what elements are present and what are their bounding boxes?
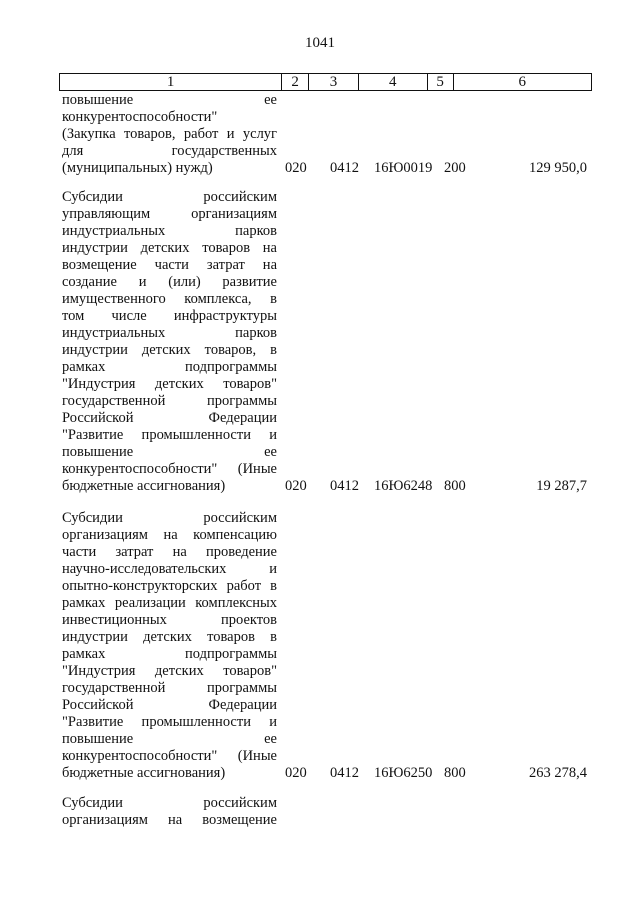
description-line: управляющим организациям bbox=[62, 206, 277, 222]
description-line: индустрии детских товаров, в bbox=[62, 342, 277, 358]
page-number: 1041 bbox=[305, 35, 335, 51]
description-line: повышение ее bbox=[62, 92, 277, 108]
description-line: Субсидии российским bbox=[62, 189, 277, 205]
description-line: повышение ее bbox=[62, 444, 277, 460]
description-line: повышение ее bbox=[62, 731, 277, 747]
cell-sum: 263 278,4 bbox=[529, 765, 587, 781]
description-line: рамках реализации комплексных bbox=[62, 595, 277, 611]
header-col-3: 3 bbox=[309, 74, 359, 90]
cell-csr: 16Ю0019 bbox=[374, 160, 433, 176]
description-line: индустриальных парков bbox=[62, 325, 277, 341]
description-line: "Развитие промышленности и bbox=[62, 714, 277, 730]
cell-vr: 800 bbox=[444, 765, 466, 781]
cell-rz: 0412 bbox=[330, 765, 359, 781]
description-line: Субсидии российским bbox=[62, 795, 277, 811]
header-col-5: 5 bbox=[428, 74, 454, 90]
description-line: части затрат на проведение bbox=[62, 544, 277, 560]
cell-csr: 16Ю6250 bbox=[374, 765, 433, 781]
row-description bbox=[62, 795, 277, 829]
cell-ved: 020 bbox=[285, 765, 307, 781]
cell-vr: 800 bbox=[444, 478, 466, 494]
description-line: инвестиционных проектов bbox=[62, 612, 277, 628]
description-line: (муниципальных) нужд) bbox=[62, 160, 213, 176]
cell-rz: 0412 bbox=[330, 478, 359, 494]
row-description bbox=[62, 510, 277, 782]
header-col-1: 1 bbox=[60, 74, 282, 90]
table-header bbox=[59, 73, 592, 91]
description-line: создание и (или) развитие bbox=[62, 274, 277, 290]
cell-csr: 16Ю6248 bbox=[374, 478, 433, 494]
description-line: рамках подпрограммы bbox=[62, 359, 277, 375]
description-line: Российской Федерации bbox=[62, 697, 277, 713]
description-line: государственной программы bbox=[62, 393, 277, 409]
row-description bbox=[62, 92, 277, 177]
description-line: конкурентоспособности" (Иные bbox=[62, 461, 277, 477]
description-line: индустрии детских товаров на bbox=[62, 240, 277, 256]
description-line: опытно-конструкторских работ в bbox=[62, 578, 277, 594]
description-line: бюджетные ассигнования) bbox=[62, 765, 226, 781]
description-line: (Закупка товаров, работ и услуг bbox=[62, 126, 277, 142]
description-line: Субсидии российским bbox=[62, 510, 277, 526]
cell-ved: 020 bbox=[285, 478, 307, 494]
cell-vr: 200 bbox=[444, 160, 466, 176]
description-line: индустриальных парков bbox=[62, 223, 277, 239]
description-line: конкурентоспособности" bbox=[62, 109, 218, 125]
description-line: имущественного комплекса, в bbox=[62, 291, 277, 307]
cell-sum: 19 287,7 bbox=[536, 478, 587, 494]
header-col-6: 6 bbox=[518, 74, 527, 90]
cell-ved: 020 bbox=[285, 160, 307, 176]
row-description bbox=[62, 189, 277, 495]
cell-sum: 129 950,0 bbox=[529, 160, 587, 176]
description-line: том числе инфраструктуры bbox=[62, 308, 277, 324]
description-line: государственной программы bbox=[62, 680, 277, 696]
description-line: организациям на возмещение bbox=[62, 812, 277, 828]
description-line: "Индустрия детских товаров" bbox=[62, 376, 277, 392]
description-line: рамках подпрограммы bbox=[62, 646, 277, 662]
description-line: "Индустрия детских товаров" bbox=[62, 663, 277, 679]
description-line: "Развитие промышленности и bbox=[62, 427, 277, 443]
description-line: индустрии детских товаров в bbox=[62, 629, 277, 645]
header-col-2: 2 bbox=[282, 74, 309, 90]
header-col-4: 4 bbox=[359, 74, 428, 90]
description-line: возмещение части затрат на bbox=[62, 257, 277, 273]
description-line: для государственных bbox=[62, 143, 277, 159]
description-line: конкурентоспособности" (Иные bbox=[62, 748, 277, 764]
description-line: бюджетные ассигнования) bbox=[62, 478, 226, 494]
description-line: организациям на компенсацию bbox=[62, 527, 277, 543]
cell-rz: 0412 bbox=[330, 160, 359, 176]
description-line: научно-исследовательских и bbox=[62, 561, 277, 577]
description-line: Российской Федерации bbox=[62, 410, 277, 426]
